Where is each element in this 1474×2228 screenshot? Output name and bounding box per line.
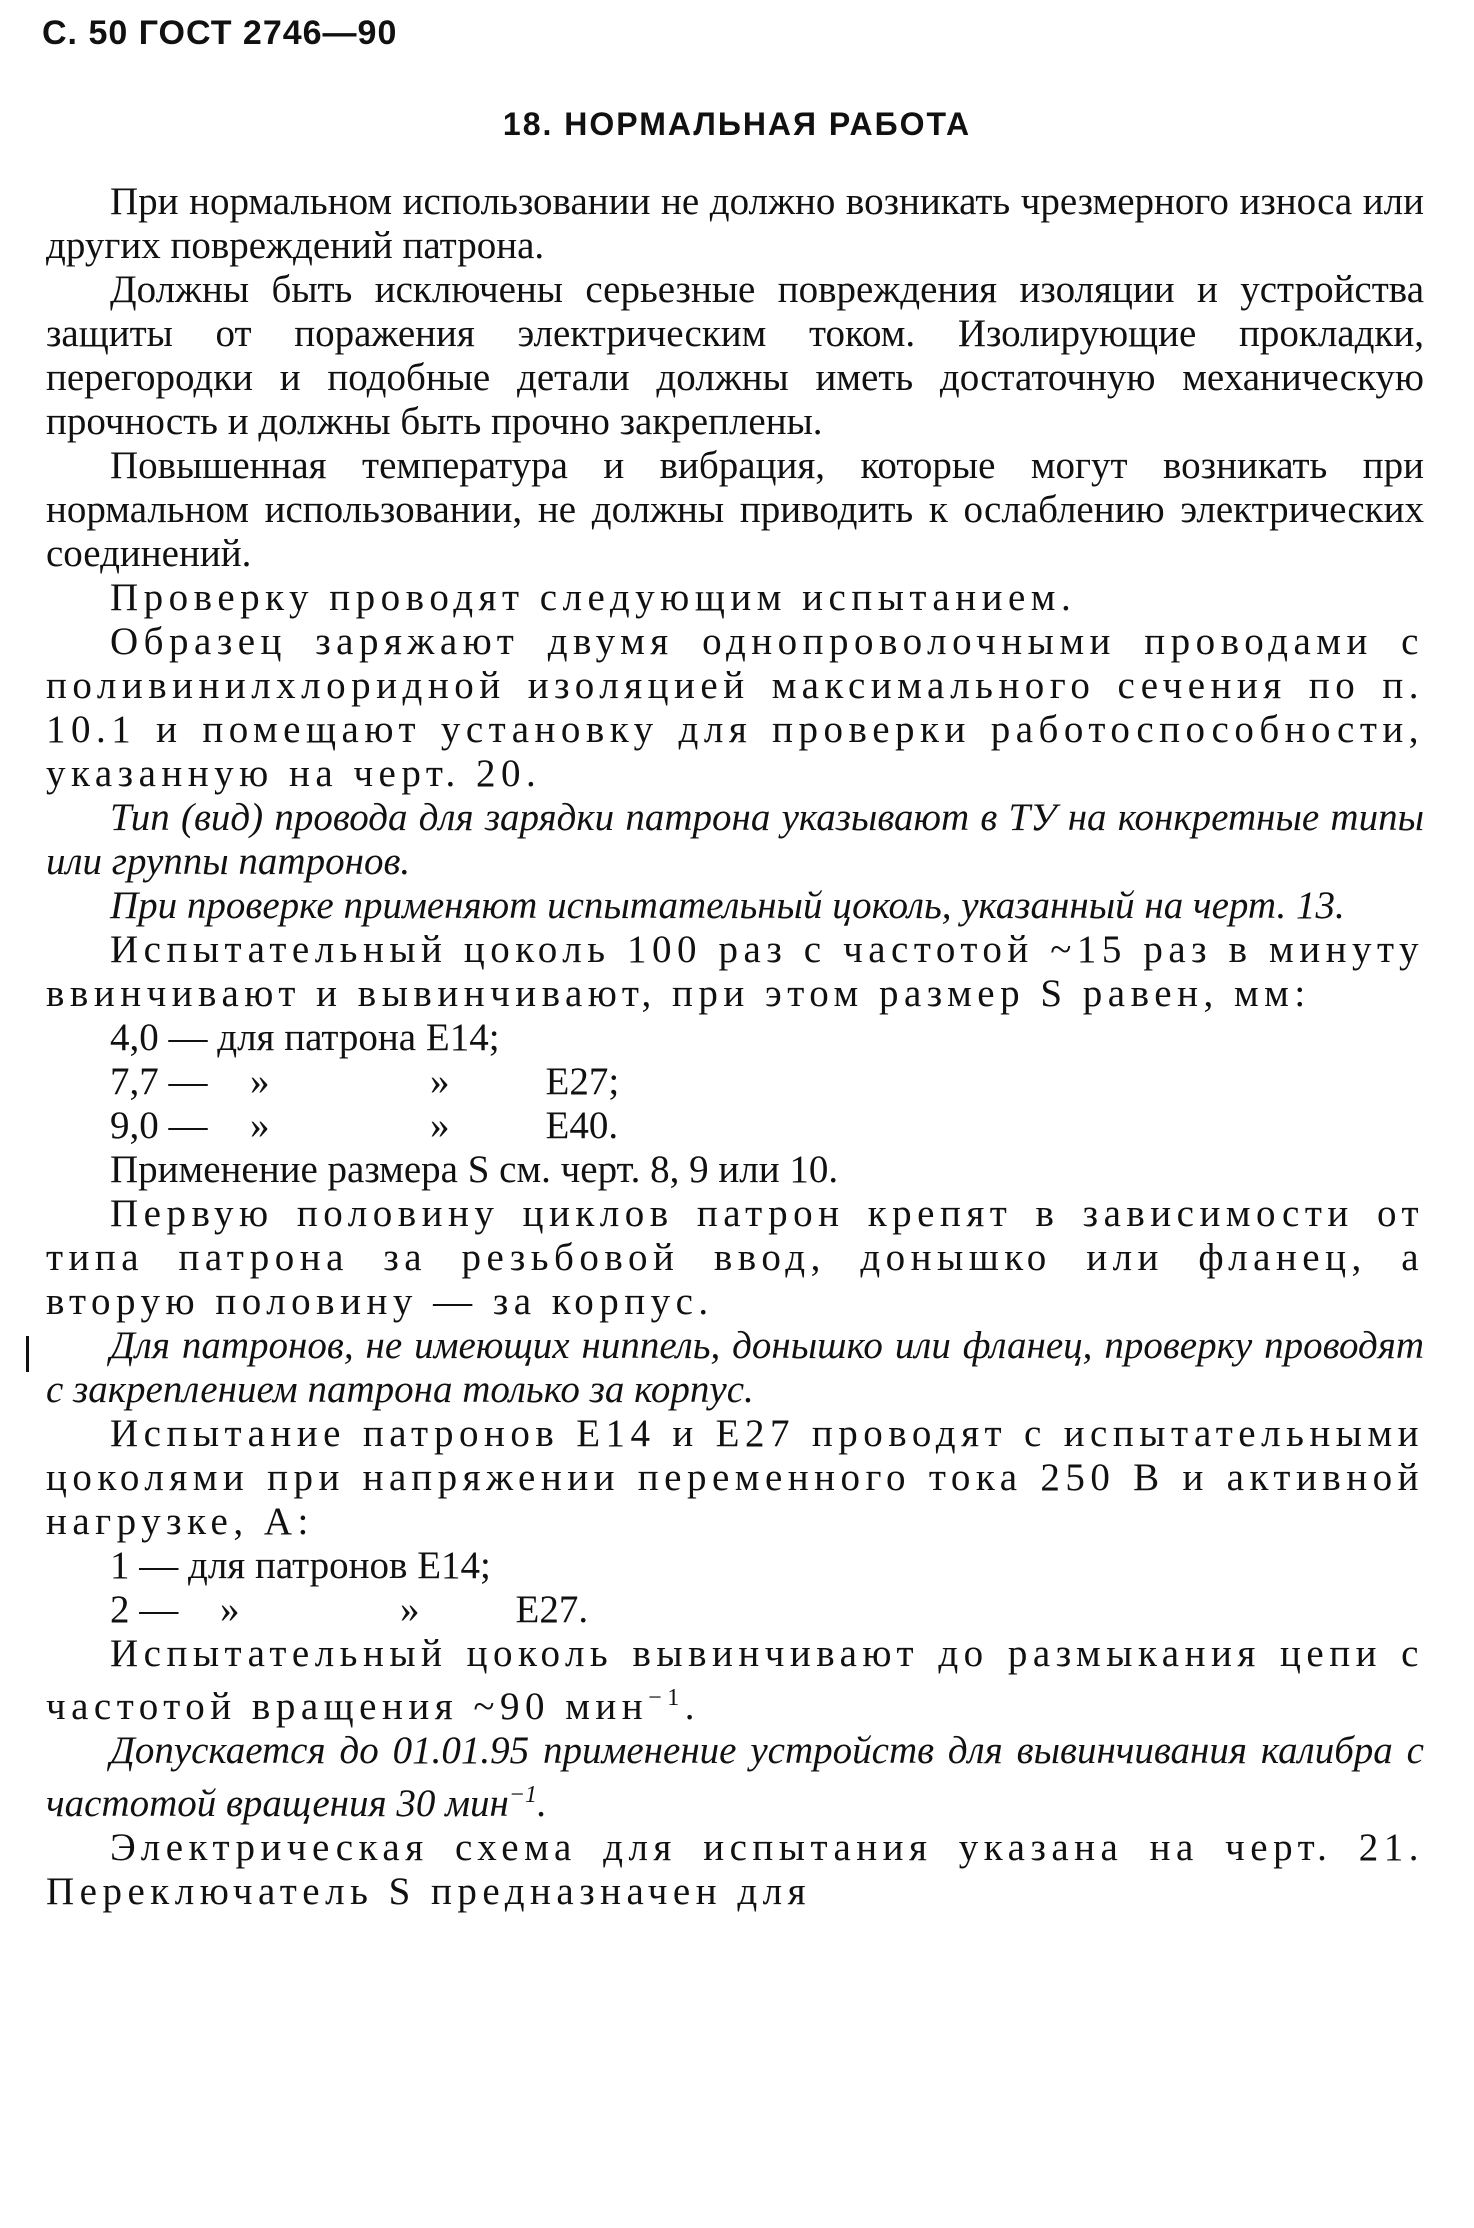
current-row-e27 xyxy=(110,1588,1424,1632)
paragraph-wear: При нормальном использовании не должно возникать чрезмерного износа или других повреждений патрона. xyxy=(46,180,1424,267)
superscript-minus-one: −1 xyxy=(648,1685,685,1711)
paragraph-allowed-devices xyxy=(46,1729,1424,1826)
current-code xyxy=(400,1588,620,1632)
paragraph-insulation: Должны быть исключены серьезные повреждения изоляции и устройства защиты от поражения электрическим током. Изолирующие прокладки, перегородки и подобные детали должны иметь достаточную механическую прочность и должны быть прочно закреплены. xyxy=(46,268,1424,443)
paragraph-temperature: Повышенная температура и вибрация, которые могут возникать при нормальном использовании, не должны приводить к ослаблению электрических соединений. xyxy=(46,444,1424,575)
ditto-mark: » xyxy=(250,1060,270,1103)
section-title: 18. НОРМАЛЬНАЯ РАБОТА xyxy=(502,106,972,142)
size-value: 9,0 — xyxy=(110,1104,208,1147)
paragraph-sample-wiring: Образец заряжают двумя однопроволочными проводами с поливинилхлоридной изоляцией максимального сечения по п. 10.1 и помещают установку для проверки работоспособности, указанную на черт. 20. xyxy=(46,620,1424,795)
current-row-e14: 1 — для патронов Е14; xyxy=(110,1544,491,1587)
current-list xyxy=(46,1544,1424,1632)
paragraph-circuit-diagram: Электрическая схема для испытания указана на черт. 21. Переключатель S предназначен для xyxy=(46,1826,1424,1913)
revision-change-bar xyxy=(26,1336,29,1372)
paragraph-test-cap: При проверке применяют испытательный цоколь, указанный на черт. 13. xyxy=(110,884,1345,927)
paragraph-body-mounting: Для патронов, не имеющих ниппель, донышко или фланец, проверку проводят с закреплением патрона только за корпус. xyxy=(46,1324,1424,1411)
paragraph-unscrewing-text: Испытательный цоколь вывинчивают до размыкания цепи с частотой вращения ~90 мин xyxy=(46,1632,1424,1728)
page-header: С. 50 ГОСТ 2746—90 xyxy=(42,14,398,52)
cap-code: Е27. xyxy=(515,1588,589,1631)
current-value: 2 — xyxy=(110,1588,179,1631)
ditto-mark: » xyxy=(430,1060,450,1103)
size-value: 7,7 — xyxy=(110,1060,208,1103)
paragraph-end-mark: . xyxy=(684,1685,700,1728)
cap-code: Е27; xyxy=(545,1060,620,1103)
superscript-minus-one: −1 xyxy=(508,1782,538,1808)
size-code xyxy=(430,1060,630,1104)
size-s-row-e14: 4,0 — для патрона Е14; xyxy=(110,1016,500,1059)
paragraph-allowed-devices-text: Допускается до 01.01.95 применение устройств для вывинчивания калибра с частотой вращения 30 мин xyxy=(46,1729,1424,1825)
paragraph-wire-type: Тип (вид) провода для зарядки патрона указывают в ТУ на конкретные типы или группы патронов. xyxy=(46,796,1424,883)
paragraph-end-mark: . xyxy=(537,1782,547,1825)
ditto-mark: » xyxy=(430,1104,450,1147)
ditto-mark: » xyxy=(250,1104,270,1147)
paragraph-electrical-test: Испытание патронов Е14 и Е27 проводят с испытательными цоколями при напряжении переменного тока 250 В и активной нагрузке, А: xyxy=(46,1412,1424,1543)
paragraph-mounting: Первую половину циклов патрон крепят в зависимости от типа патрона за резьбовой ввод, донышко или фланец, а вторую половину — за корпус. xyxy=(46,1192,1424,1323)
paragraph-test-intro: Проверку проводят следующим испытанием. xyxy=(110,576,1077,619)
cap-code: Е40. xyxy=(545,1104,619,1147)
paragraph-size-s-reference: Применение размера S см. черт. 8, 9 или 10. xyxy=(110,1148,839,1191)
size-s-row-e40 xyxy=(110,1104,1424,1148)
ditto-mark: » xyxy=(220,1588,240,1631)
ditto-mark: » xyxy=(400,1588,420,1631)
size-code xyxy=(430,1104,630,1148)
size-s-row-e27 xyxy=(110,1060,1424,1104)
size-s-list xyxy=(46,1016,1424,1148)
paragraph-screwing-cycles: Испытательный цоколь 100 раз с частотой ~15 раз в минуту ввинчивают и вывинчивают, при этом размер S равен, мм: xyxy=(46,928,1424,1015)
document-body xyxy=(46,180,1424,1914)
paragraph-unscrewing xyxy=(46,1632,1424,1729)
